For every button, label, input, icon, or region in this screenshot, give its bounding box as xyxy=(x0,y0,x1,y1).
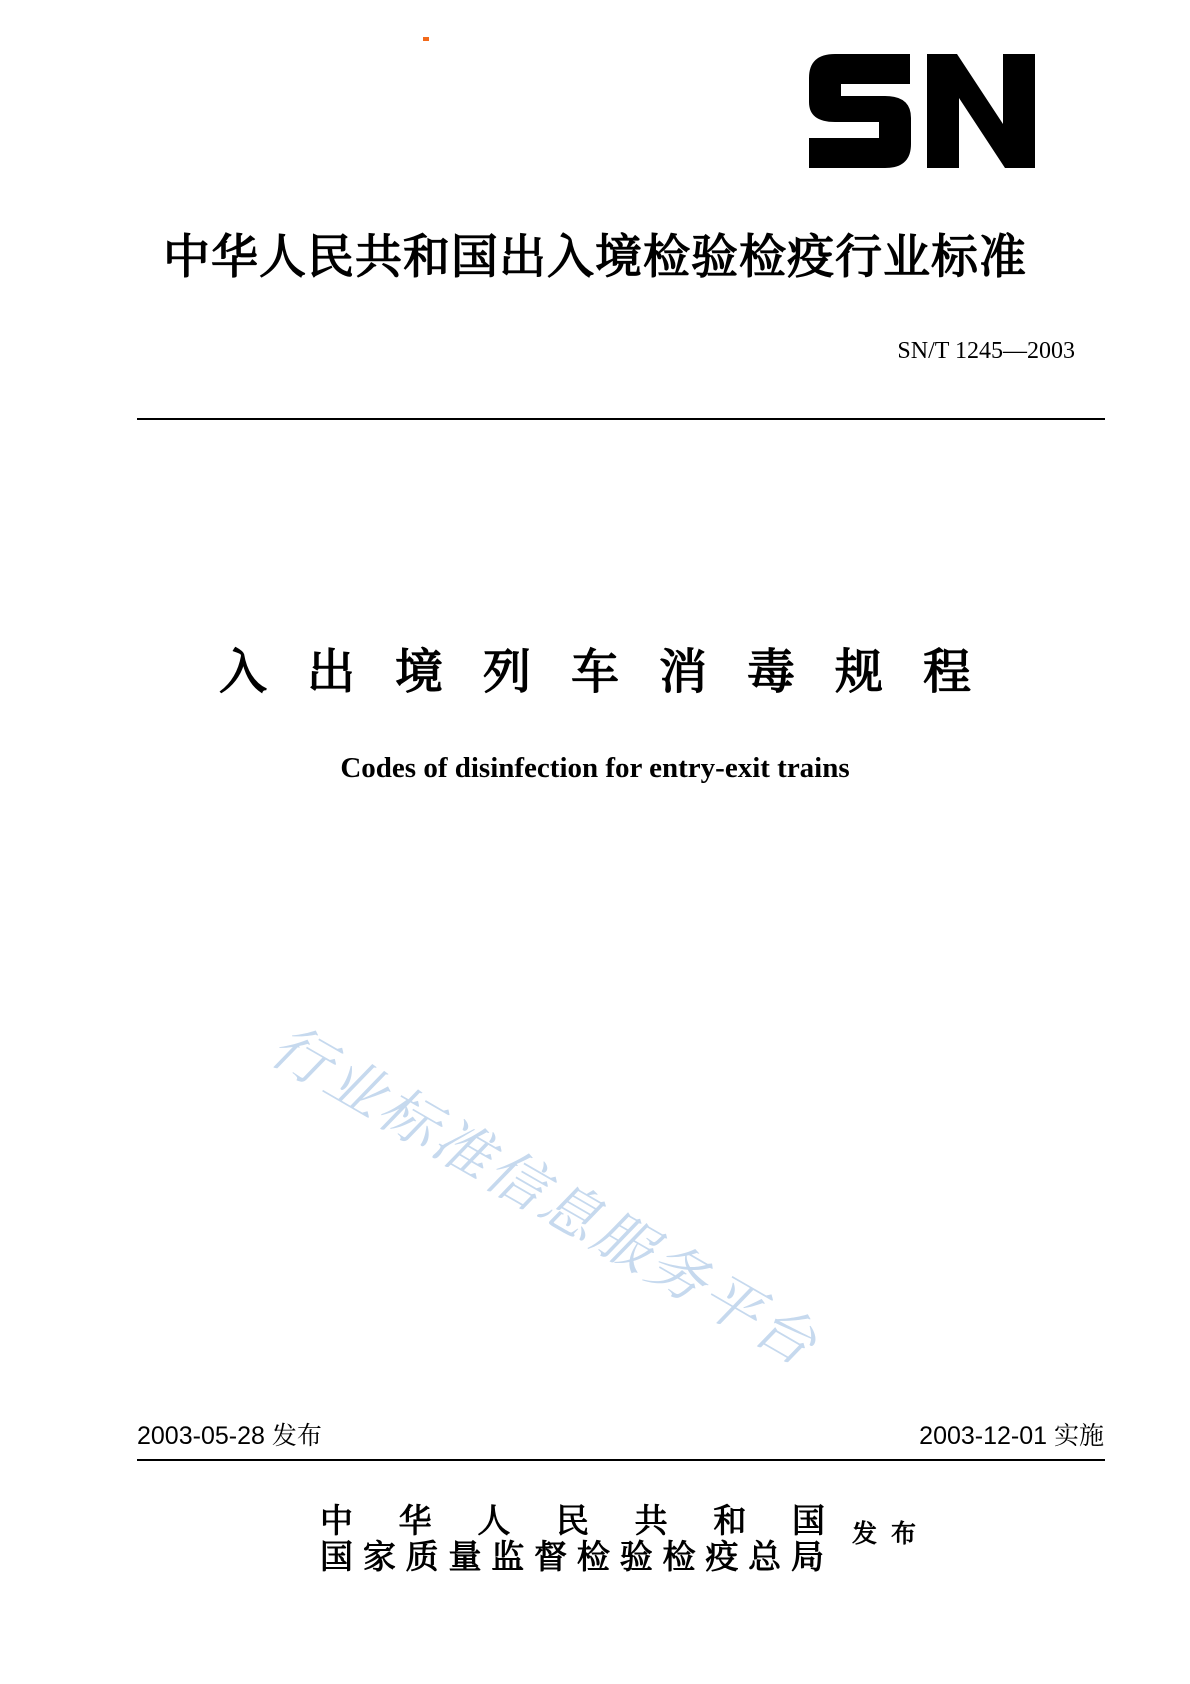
document-title-english: Codes of disinfection for entry-exit trains xyxy=(340,752,850,784)
top-divider xyxy=(137,418,1105,420)
implementation-date: 2003-12-01 实施 xyxy=(919,1422,1104,1450)
bottom-divider xyxy=(137,1459,1105,1461)
publish-label: 发布 xyxy=(852,1519,931,1548)
publisher-block xyxy=(320,1503,825,1575)
issue-date: 2003-05-28 发布 xyxy=(137,1422,322,1450)
publisher-line-1: 中华人民共和国 xyxy=(320,1501,825,1540)
standard-number: SN/T 1245—2003 xyxy=(897,338,1075,364)
watermark: 行业标准信息服务平台 xyxy=(259,1011,831,1381)
orange-mark xyxy=(423,37,429,41)
publisher-line-2: 国家质量监督检验检疫总局 xyxy=(320,1537,825,1576)
sn-logo xyxy=(805,50,1039,172)
document-title-chinese: 入出境列车消毒规程 xyxy=(218,644,1011,700)
standard-body-title: 中华人民共和国出入境检验检疫行业标准 xyxy=(163,230,1027,285)
